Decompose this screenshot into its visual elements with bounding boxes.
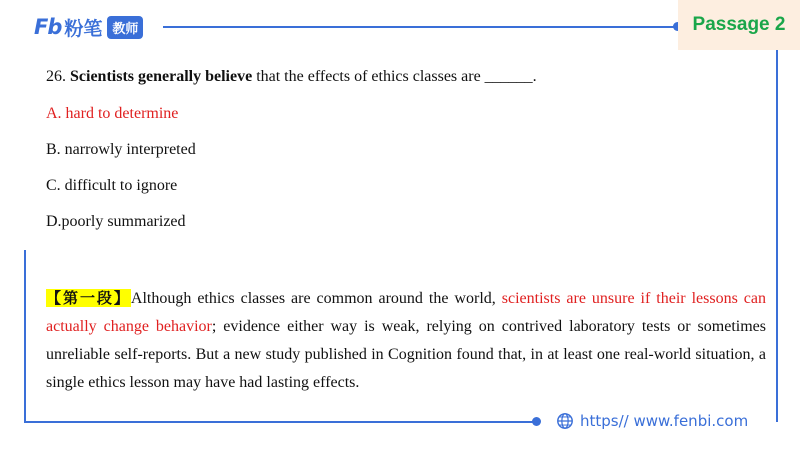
fenbi-logo [34, 14, 143, 40]
frame-right-border [776, 50, 778, 422]
question-bold-phrase: Scientists generally believe [70, 68, 253, 85]
question-stem [46, 68, 537, 86]
frame-bottom-dot [532, 417, 541, 426]
paragraph-part1: Although ethics classes are common around the world, [130, 290, 502, 307]
logo-fb-mark: Fb [34, 15, 62, 39]
option-d: D.poorly summarized [46, 213, 186, 230]
paragraph-tag: 【第一段】 [46, 289, 131, 307]
globe-icon [556, 412, 574, 430]
logo-badge: 教师 [107, 16, 143, 39]
frame-bottom-border [24, 421, 536, 423]
option-c: C. difficult to ignore [46, 177, 178, 194]
footer-url-text: https// www.fenbi.com [580, 412, 749, 430]
logo-brand-name: 粉笔 [64, 17, 103, 40]
passage-paragraph [46, 284, 766, 397]
header-divider [163, 26, 678, 28]
paragraph-highlight: scientists are unsure if their lessons can actually change behavior [46, 290, 766, 335]
footer-url [556, 409, 748, 433]
passage-label: Passage 2 [678, 0, 800, 50]
question-rest: that the effects of ethics classes are ______. [252, 68, 537, 85]
frame-left-border [24, 250, 26, 422]
question-number: 26. [46, 68, 66, 85]
paragraph-part2: ; evidence either way is weak, relying on contrived laboratory tests or sometimes unreliable self-reports. But a new study published in Cognition found that, in at least one real-world situation, a single ethics lesson may have had lasting effects. [46, 318, 766, 391]
option-b: B. narrowly interpreted [46, 141, 196, 158]
option-a: A. hard to determine [46, 105, 179, 122]
